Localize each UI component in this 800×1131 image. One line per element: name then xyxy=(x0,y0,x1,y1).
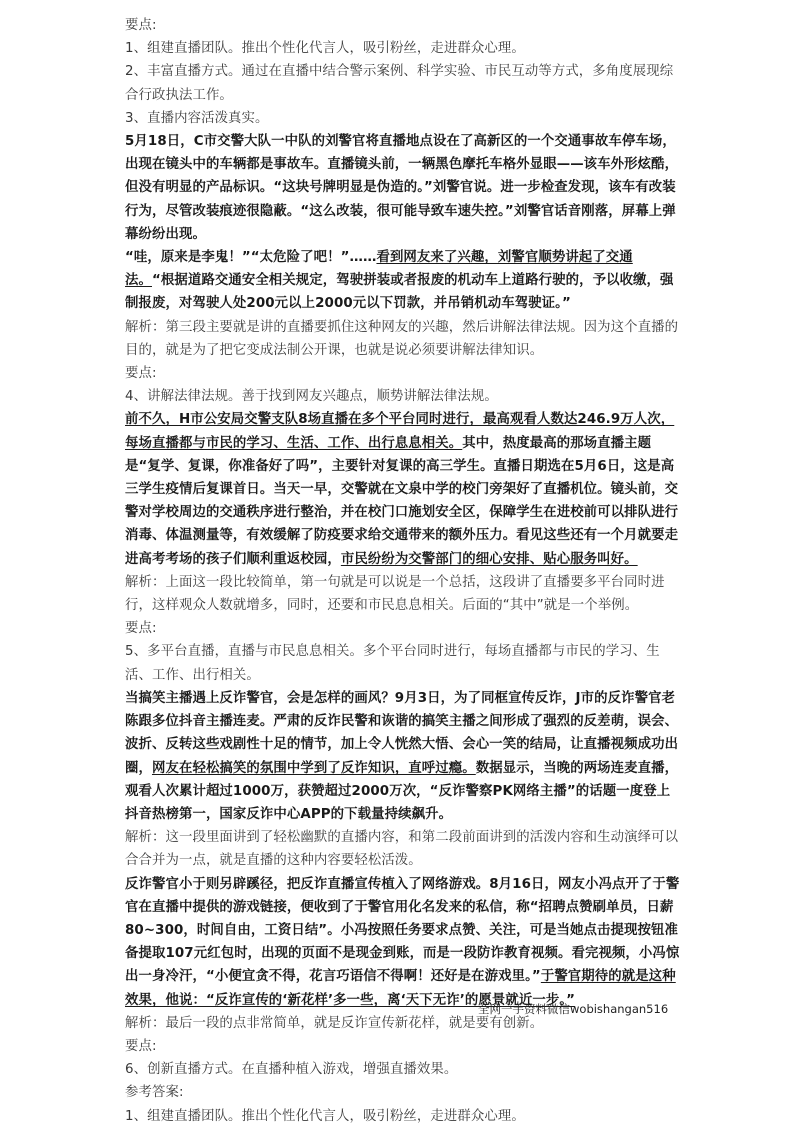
material-paragraph xyxy=(125,246,681,316)
underlined-text: 每场直播都与市民的学习、生活、工作、出行息息相关。 xyxy=(125,435,463,451)
text-segment: “哇，原来是李鬼！”“太危险了吧！”…… xyxy=(125,250,377,266)
text-segment: 4、讲解法律法规。善于找到网友兴趣点，顺势讲解法律法规。 xyxy=(125,389,498,405)
note-paragraph xyxy=(125,571,681,617)
underlined-text: 于警官期待的就是这种效果，他说：“反诈宣传的‘新花样’多一些，离‘天下无诈’的愿景就近一步。” xyxy=(125,969,676,1008)
note-paragraph xyxy=(125,316,681,362)
text-segment: 1、组建直播团队。推出个性化代言人，吸引粉丝，走进群众心理。 xyxy=(125,41,525,57)
underlined-text: 网友在轻松搞笑的氛围中学到了反诈知识，直呼过瘾。 xyxy=(151,760,476,776)
note-paragraph xyxy=(125,14,681,37)
underlined-text: 看到网友来了兴趣，刘警官顺势讲起了交通法。 xyxy=(125,250,633,289)
note-paragraph xyxy=(125,107,681,130)
text-segment: 5、多平台直播，直播与市民息息相关。多个平台同时进行，每场直播都与市民的学习、生活、工作、出行相关。 xyxy=(125,644,660,683)
material-paragraph xyxy=(125,873,681,1012)
text-segment: 5月18日，C市交警大队一中队的刘警官将直播地点设在了高新区的一个交通事故车停车场，出现在镜头中的车辆都是事故车。直播镜头前，一辆黑色摩托车格外显眼——该车外形炫酷，但没有明显的产品标识。“这块号牌明显是伪造的。”刘警官说。进一步检查发现，该车有改装行为，尽管改装痕迹很隐蔽。“这么改装，很可能导致车速失控。”刘警官话音刚落，屏幕上弹幕纷纷出现。 xyxy=(125,134,679,242)
text-segment: 数据显示，当晚的两场连麦直播，观看人次累计超过1000万，获赞超过2000万次，“反诈警察PK网络主播”的话题一度登上抖音热榜第一，国家反诈中心APP的下载量持续飙升。 xyxy=(125,760,679,822)
note-paragraph xyxy=(125,617,681,640)
note-paragraph xyxy=(125,1058,681,1081)
text-segment: 解析：最后一段的点非常简单，就是反诈宣传新花样，就是要有创新。 xyxy=(125,1015,544,1031)
underlined-text: 最高观看人数达246.9万人次， xyxy=(483,412,675,428)
underlined-text: 市民纷纷为交警部门的细心安排、贴心服务叫好。 xyxy=(340,551,638,567)
text-segment: 其中，热度最高的那场直播主题是“复学、复课，你准备好了吗”，主要针对复课的高三学生。直播日期选在5月6日，这是高三学生疫情后复课首日。当天一早，交警就在文泉中学的校门旁架好了直播机位。镜头前，交警对学校周边的交通秩序进行整治，并在校门口施划安全区，保障学生在进校前可以排队进行消毒、体温测量等，有效缓解了防疫要求给交通带来的额外压力。看见这些还有一个月就要走进高考考场的孩子们顺利重返校园， xyxy=(125,435,679,567)
material-paragraph xyxy=(125,408,681,570)
text-segment: “根据道路交通安全相关规定，驾驶拼装或者报废的机动车上道路行驶的，予以收缴，强制报废，对驾驶人处200元以上2000元以下罚款，并吊销机动车驾驶证。” xyxy=(125,273,674,312)
note-paragraph xyxy=(125,1105,681,1128)
note-paragraph xyxy=(125,1035,681,1058)
note-paragraph xyxy=(125,60,681,106)
text-segment: 要点: xyxy=(125,621,157,637)
material-paragraph xyxy=(125,687,681,826)
text-segment: 解析：这一段里面讲到了轻松幽默的直播内容，和第二段前面讲到的活泼内容和生动演绎可以合合并为一点，就是直播的这种内容要轻松活泼。 xyxy=(125,830,679,869)
text-segment: 1、组建直播团队。推出个性化代言人，吸引粉丝，走进群众心理。 xyxy=(125,1108,525,1124)
note-paragraph xyxy=(125,37,681,60)
material-paragraph xyxy=(125,130,681,246)
text-segment: 解析：上面这一段比较简单，第一句就是可以说是一个总括，这段讲了直播要多平台同时进行，这样观众人数就增多，同时，还要和市民息息相关。后面的“其中”就是一个举例。 xyxy=(125,574,665,614)
text-segment: 当搞笑主播遇上反诈警官，会是怎样的画风？9月3日，为了同框宣传反诈，J市的反诈警官老陈跟多位抖音主播连麦。严肃的反诈民警和诙谐的搞笑主播之间形成了强烈的反差萌，误会、波折、反转这些戏剧性十足的情节，加上令人恍然大悟、会心一笑的结局，让直播视频成功出圈， xyxy=(125,690,679,776)
note-paragraph xyxy=(125,362,681,385)
text-segment: 6、创新直播方式。在直播种植入游戏，增强直播效果。 xyxy=(125,1062,458,1078)
note-paragraph xyxy=(125,826,681,872)
text-segment: 要点: xyxy=(125,1038,157,1054)
watermark-text: 全网一手资料微信wobishangan516 xyxy=(478,1002,669,1016)
note-paragraph xyxy=(125,640,681,686)
text-segment: 反诈警官小于则另辟蹊径，把反诈直播宣传植入了网络游戏。8月16日，网友小冯点开了于警官在直播中提供的游戏链接，便收到了于警官用化名发来的私信，称“招聘点赞刷单员，日薪80~300，时间自由，工资日结”。小冯按照任务要求点赞、关注，可是当她点击提现按钮准备提取107元红包时，出现的页面不是现金到账，而是一段防诈教育视频。看完视频，小冯惊出一身冷汗，“小便宜贪不得，花言巧语信不得啊！还好是在游戏里。” xyxy=(125,876,680,985)
note-paragraph xyxy=(125,1081,681,1104)
text-segment: 解析：第三段主要就是讲的直播要抓住这种网友的兴趣，然后讲解法律法规。因为这个直播的目的，就是为了把它变成法制公开课，也就是说必须要讲解法律知识。 xyxy=(125,319,679,358)
text-segment: 2、丰富直播方式。通过在直播中结合警示案例、科学实验、市民互动等方式，多角度展现综合行政执法工作。 xyxy=(125,64,674,103)
text-segment: 要点: xyxy=(125,18,157,33)
text-segment: 3、直播内容活泼真实。 xyxy=(125,110,269,126)
document-body xyxy=(125,14,681,1128)
underlined-text: 前不久，H市公安局交警支队8场直播在多个平台同时进行， xyxy=(125,412,483,428)
text-segment: 要点: xyxy=(125,366,157,382)
text-segment: 参考答案: xyxy=(125,1085,184,1101)
note-paragraph xyxy=(125,385,681,408)
